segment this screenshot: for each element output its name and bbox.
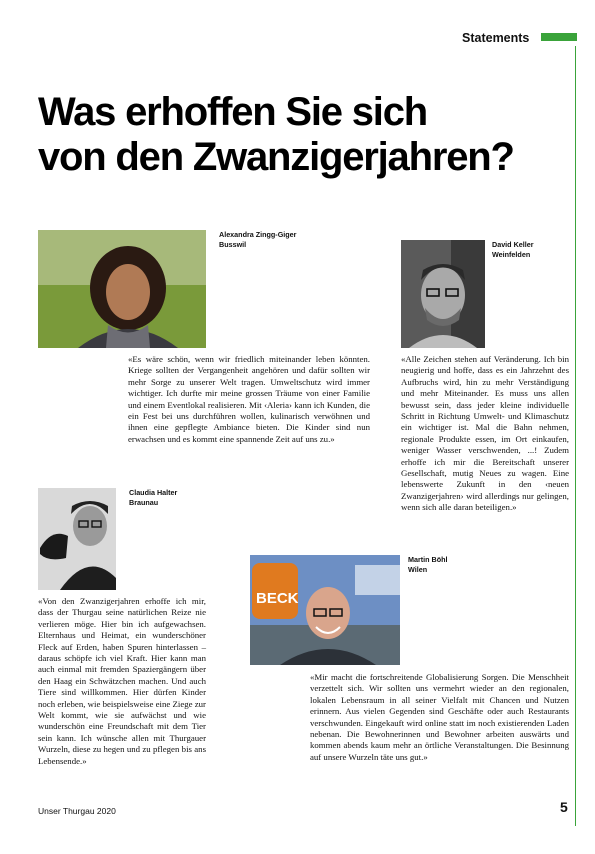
headline-line-2: von den Zwanzigerjahren? xyxy=(38,135,514,179)
headline-line-1: Was erhoffen Sie sich xyxy=(38,90,427,134)
photo-sign-text: BECK xyxy=(256,590,299,607)
portrait-photo-claudia xyxy=(38,488,116,590)
person-name: Alexandra Zingg-Giger xyxy=(219,230,297,239)
person-caption-martin xyxy=(408,555,448,575)
page-number: 5 xyxy=(560,799,568,815)
portrait-photo-martin xyxy=(250,555,400,665)
portrait-photo-david xyxy=(401,240,485,348)
statement-quote: «Alle Zeichen stehen auf Veränderung. Ich bin neugierig und hoffe, dass es ein Jahrzehnt des Aufbruchs wird, hin zu mehr Verständigung und mehr Miteinander. Es muss uns allen bewusst sein, dass jeder kleine individuelle Schritt in Richtung Umwelt- und Klimaschutz ein wichtiger ist. Mal die Bahn nehmen, regionale Produkte essen, im Ort einkaufen, weniger Wasser verschwenden, ...! Zudem erhoffe ich mir die Bereitschaft unserer Gesellschaft, mutig Neues zu wagen. Eine lebenswerte Zukunft in den ‹neuen Zwanzigerjahren› wird allerdings nur gelingen, wenn sich alle daran beteiligen.» xyxy=(401,354,569,513)
section-accent-bar xyxy=(541,33,577,41)
portrait-photo-alexandra xyxy=(38,230,206,348)
person-place: Wilen xyxy=(408,565,428,574)
page-headline xyxy=(38,90,578,180)
statement-quote: «Von den Zwanzigerjahren erhoffe ich mir, dass der Thurgau seine natürlichen Reize nie verlieren möge. Hier bin ich aufgewachsen. Elternhaus und Heimat, ein wunderschöner Fleck auf Erden, haben Spuren hinterlassen – daraus schöpfe ich viel Kraft. Hier kann man auch einmal mit fremden Spaziergängern über den Haag ein Schwätzchen machen. Und auch Tiere sind willkommen. Hier dürfen Kinder noch erleben, wie beispielsweise eine Ziege zur Welt kommt, wie sie aufwächst und wie wunderschön eine Freundschaft mit dem Tier sein kann. Ich wünsche allen mit Thurgauer Wurzeln, diese zu hegen und zu pflegen bis ans Lebensende.» xyxy=(38,596,206,766)
statement-quote: «Mir macht die fortschreitende Globalisierung Sorgen. Die Menschheit verzettelt sich. Wir sollten uns vermehrt wieder an den regionalen, lokalen Lebensraum in all seiner Vielfalt mit Chancen und Nutzen erinnern. Aus vielen Gegenden sind Geschäfte oder auch Restaurants verschwunden. Eingekauft wird online statt im noch existierenden Laden nebenan. Die Bewohnerinnen und Bewohner arbeiten auswärts und kommen abends kaum mehr an örtliche Veranstaltungen. Die Besinnung auf unsere Wurzeln täte uns gut.» xyxy=(310,672,569,762)
person-name: Claudia Halter xyxy=(129,488,178,497)
person-name: David Keller xyxy=(492,240,534,249)
person-caption-claudia xyxy=(129,488,177,508)
person-place: Weinfelden xyxy=(492,250,531,259)
person-caption-alexandra xyxy=(219,230,296,250)
person-place: Busswil xyxy=(219,240,247,249)
publication-name: Unser Thurgau 2020 xyxy=(38,806,116,816)
person-place: Braunau xyxy=(129,498,159,507)
section-label: Statements xyxy=(462,31,530,45)
person-caption-david xyxy=(492,240,534,260)
person-name: Martin Böhl xyxy=(408,555,448,564)
statement-quote: «Es wäre schön, wenn wir friedlich miteinander leben könnten. Kriege sollten der Vergangenheit angehören und dafür sollten wir mehr Sorge zu unserer Welt tragen. Umweltschutz wird immer wichtiger. Ich durfte mir meine grossen Träume von einer Familie und einem Eventlokal realisieren. Mit ‹Aleria› kann ich Kunden, die ein Fest bei uns durchführen wollen, kulinarisch verwöhnen und ihnen eine gepflegte Ambiance bieten. Die Kinder sind nun erwachsen und es kommt eine spannende Zeit auf uns zu.» xyxy=(128,354,370,444)
